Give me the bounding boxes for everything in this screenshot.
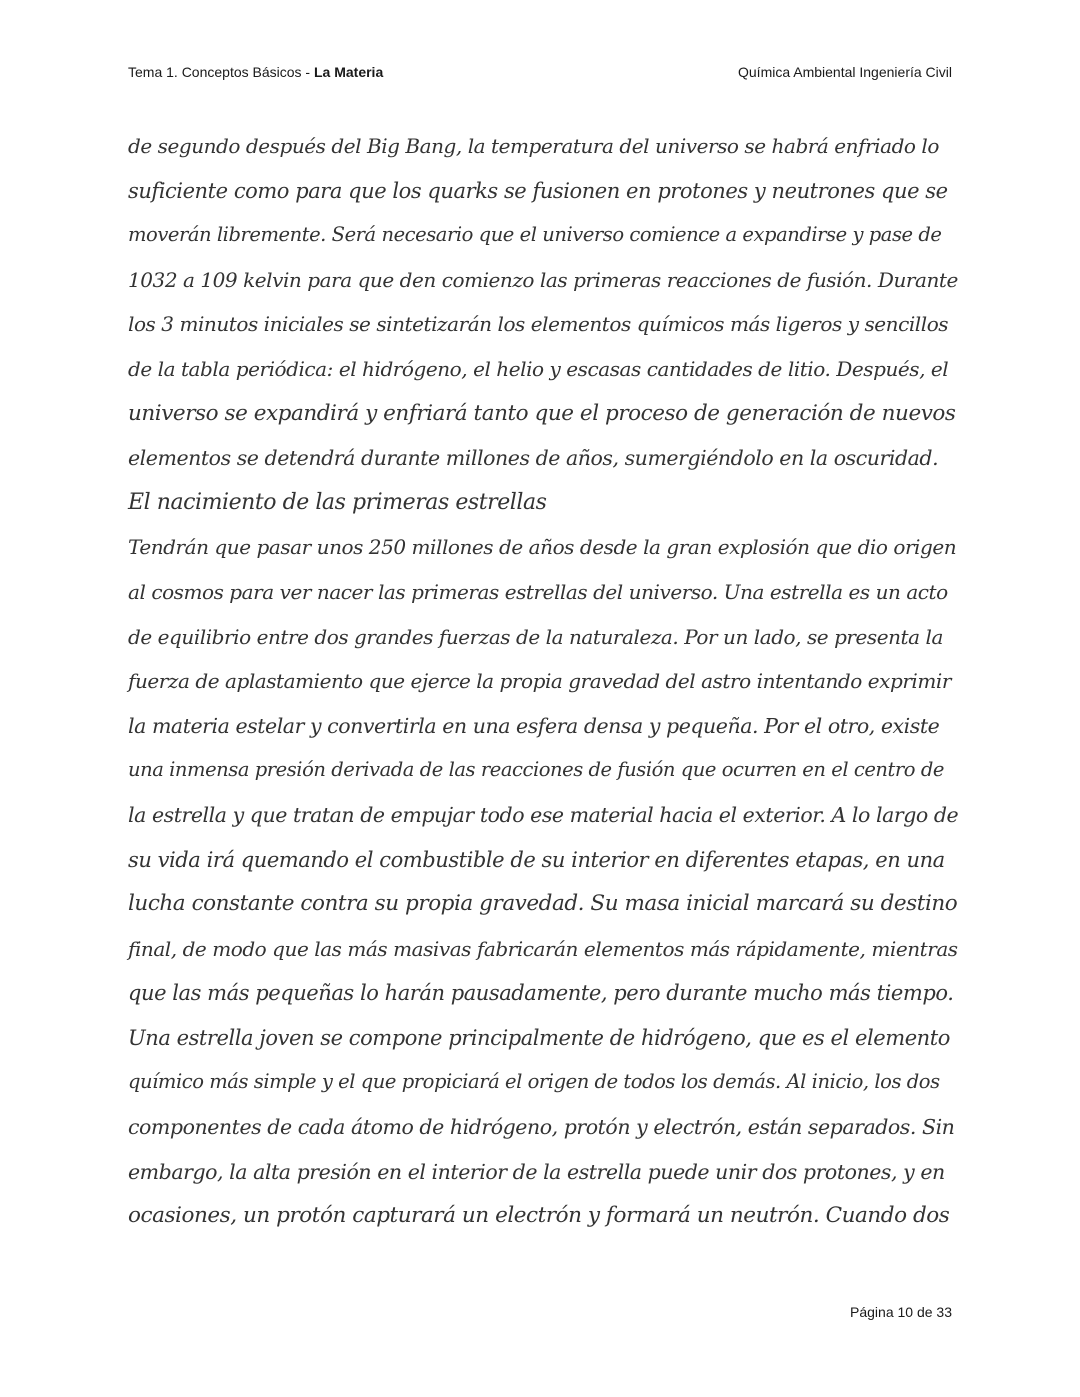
text-line: la materia estelar y convertirla en una esfera densa y pequeña. Por el otro, existe: [128, 713, 940, 738]
body-text: [128, 124, 958, 1239]
text-line: universo se expandirá y enfriará tanto que el proceso de generación de nuevos: [128, 400, 956, 426]
text-line: suficiente como para que los quarks se fusionen en protones y neutrones que se: [128, 178, 948, 203]
text-line: al cosmos para ver nacer las primeras estrellas del universo. Una estrella es un acto: [128, 579, 948, 604]
section-heading: El nacimiento de las primeras estrellas: [128, 489, 547, 515]
text-line: elementos se detendrá durante millones de años, sumergiéndolo en la oscuridad.: [128, 446, 939, 471]
text-line: de equilibrio entre dos grandes fuerzas de la naturaleza. Por un lado, se presenta la: [128, 624, 943, 649]
text-line: ocasiones, un protón capturará un electrón y formará un neutrón. Cuando dos: [128, 1203, 950, 1229]
text-line: la estrella y que tratan de empujar todo ese material hacia el exterior. A lo largo de: [128, 802, 959, 827]
text-line: Tendrán que pasar unos 250 millones de años desde la gran explosión que dio origen: [128, 535, 957, 560]
text-line: 1032 a 109 kelvin para que den comienzo las primeras reacciones de fusión. Durante: [128, 267, 958, 292]
header-topic: [128, 64, 383, 80]
text-line: fuerza de aplastamiento que ejerce la propia gravedad del astro intentando exprimir: [128, 669, 951, 694]
text-line: de segundo después del Big Bang, la temperatura del universo se habrá enfriado lo: [128, 134, 939, 158]
text-line: que las más pequeñas lo harán pausadamente, pero durante mucho más tiempo.: [128, 981, 954, 1006]
text-line: componentes de cada átomo de hidrógeno, protón y electrón, están separados. Sin: [128, 1115, 955, 1140]
text-line: lucha constante contra su propia gravedad. Su masa inicial marcará su destino: [128, 891, 958, 917]
page-number: Página 10 de 33: [850, 1304, 952, 1320]
header-topic-prefix: Tema 1. Conceptos Básicos -: [128, 64, 314, 80]
text-line: de la tabla periódica: el hidrógeno, el helio y escasas cantidades de litio. Después, el: [128, 356, 949, 381]
text-line: su vida irá quemando el combustible de su interior en diferentes etapas, en una: [128, 847, 945, 872]
text-line: final, de modo que las más masivas fabricarán elementos más rápidamente, mientras: [128, 936, 958, 961]
header-course: Química Ambiental Ingeniería Civil: [738, 64, 952, 80]
text-line: químico más simple y el que propiciará el origen de todos los demás. Al inicio, los dos: [128, 1070, 940, 1094]
text-line: una inmensa presión derivada de las reacciones de fusión que ocurren en el centro de: [128, 758, 944, 782]
text-line: Una estrella joven se compone principalmente de hidrógeno, que es el elemento: [128, 1025, 950, 1050]
text-line: los 3 minutos iniciales se sintetizarán los elementos químicos más ligeros y sencillos: [128, 312, 949, 337]
text-line: embargo, la alta presión en el interior de la estrella puede unir dos protones, y en: [128, 1159, 945, 1184]
text-line: moverán libremente. Será necesario que el universo comience a expandirse y pase de: [128, 223, 942, 247]
header-topic-title: La Materia: [313, 64, 384, 80]
